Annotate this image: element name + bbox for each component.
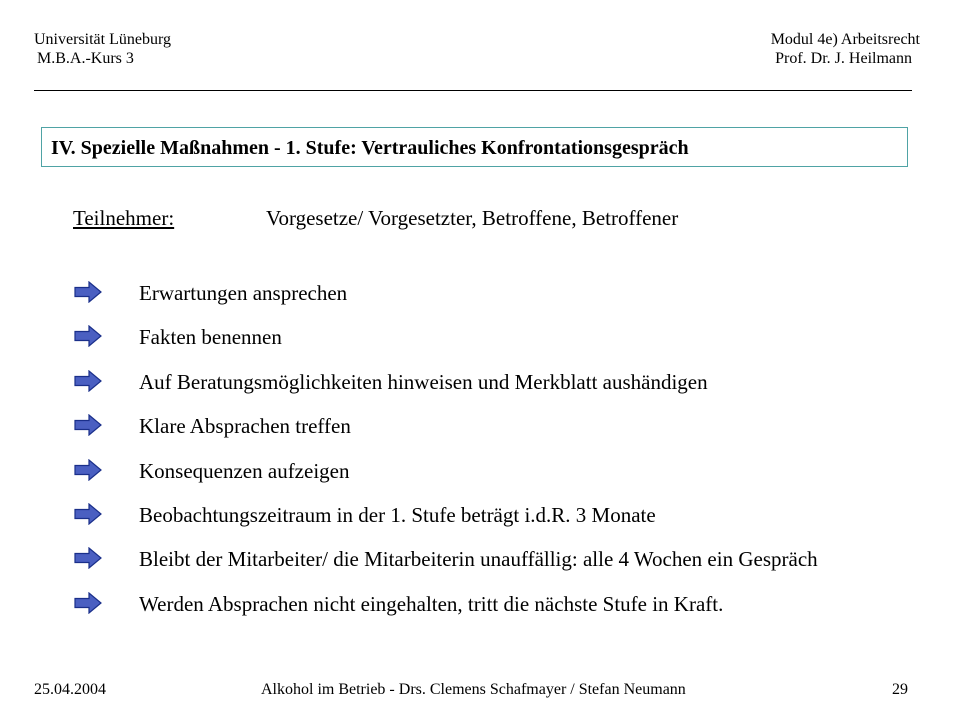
list-item-text: Erwartungen ansprechen	[139, 281, 348, 305]
header-module: Modul 4e) Arbeitsrecht	[770, 31, 920, 48]
participants-label: Teilnehmer:	[73, 206, 175, 230]
header-course: M.B.A.-Kurs 3	[37, 50, 134, 67]
list-item-text: Beobachtungszeitraum in der 1. Stufe beträgt i.d.R. 3 Monate	[139, 502, 656, 527]
header-left	[34, 30, 171, 68]
slide-title: IV. Spezielle Maßnahmen - 1. Stufe: Vertrauliches Konfrontationsgespräch	[41, 127, 908, 167]
list-item-text: Klare Absprachen treffen	[139, 414, 351, 439]
right-arrow-icon	[74, 547, 102, 569]
list-item-text: Fakten benennen	[139, 325, 282, 350]
list-item-text: Bleibt der Mitarbeiter/ die Mitarbeiterin unauffällig: alle 4 Wochen ein Gespräch	[139, 547, 818, 572]
header-university: Universität Lüneburg	[34, 31, 172, 48]
right-arrow-icon	[74, 503, 102, 525]
list-item	[74, 280, 818, 324]
list-item	[74, 413, 818, 457]
page-number: 29	[892, 681, 908, 698]
list-item	[74, 502, 818, 546]
right-arrow-icon	[74, 459, 102, 481]
right-arrow-icon	[74, 370, 102, 392]
measures-list	[74, 280, 818, 635]
list-item	[74, 458, 818, 502]
header-right	[771, 30, 920, 68]
footer-date: 25.04.2004	[34, 681, 106, 698]
list-item-text: Konsequenzen aufzeigen	[139, 458, 350, 483]
participants-value: Vorgesetze/ Vorgesetzter, Betroffene, Betroffener	[266, 206, 679, 230]
header-professor: Prof. Dr. J. Heilmann	[775, 50, 912, 67]
right-arrow-icon	[74, 592, 102, 614]
right-arrow-icon	[74, 325, 102, 347]
list-item-text: Auf Beratungsmöglichkeiten hinweisen und Merkblatt aushändigen	[139, 369, 708, 394]
list-item-text: Werden Absprachen nicht eingehalten, tritt die nächste Stufe in Kraft.	[139, 591, 724, 616]
header-divider	[34, 90, 912, 91]
right-arrow-icon	[74, 414, 102, 436]
list-item	[74, 369, 818, 413]
list-item	[74, 546, 818, 590]
list-item	[74, 324, 818, 368]
footer-authors: Alkohol im Betrieb - Drs. Clemens Schafmayer / Stefan Neumann	[261, 681, 686, 698]
list-item	[74, 591, 818, 635]
right-arrow-icon	[74, 281, 102, 303]
participants-row	[73, 205, 678, 231]
